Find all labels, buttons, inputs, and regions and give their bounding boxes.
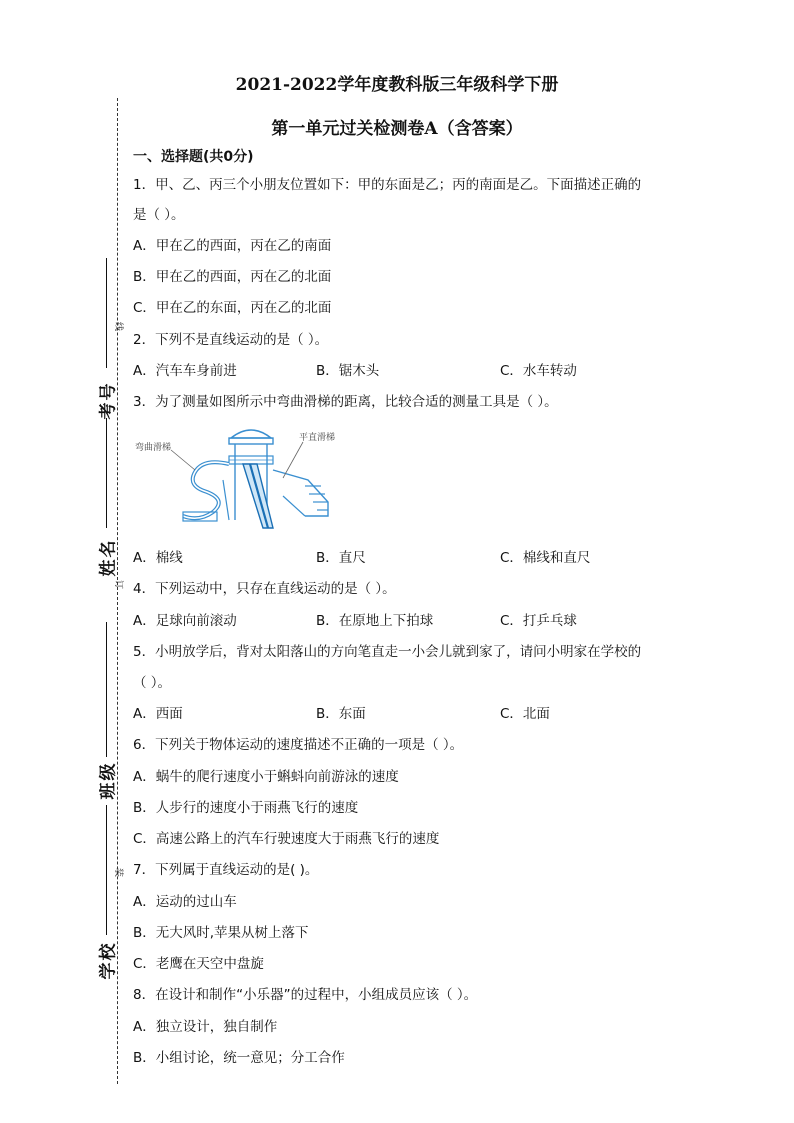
q2-option-c: C．水车转动 <box>500 363 577 379</box>
q5-options <box>133 702 653 722</box>
q5-option-b: B．东面 <box>316 706 366 722</box>
q6-option-a: A．蜗牛的爬行速度小于蝌蚪向前游泳的速度 <box>133 769 399 785</box>
binding-dashed-line <box>117 98 118 1084</box>
q3-option-b: B．直尺 <box>316 550 366 566</box>
q1-option-a: A．甲在乙的西面，丙在乙的南面 <box>133 238 332 254</box>
q7-stem: 7．下列属于直线运动的是( )。 <box>133 862 319 878</box>
class-line <box>106 622 107 757</box>
q3-option-c: C．棉线和直尺 <box>500 550 591 566</box>
q4-options <box>133 609 653 629</box>
school-line <box>106 805 107 935</box>
q5-option-c: C．北面 <box>500 706 550 722</box>
q1-option-b: B．甲在乙的西面，丙在乙的北面 <box>133 269 332 285</box>
q7-option-c: C．老鹰在天空中盘旋 <box>133 956 264 972</box>
q2-option-b: B．锯木头 <box>316 363 380 379</box>
straight-slide-label: 平直滑梯 <box>299 433 336 443</box>
q8-option-a: A．独立设计，独自制作 <box>133 1019 278 1035</box>
q2-stem: 2．下列不是直线运动的是（ ）。 <box>133 332 329 348</box>
slide-illustration <box>133 420 353 535</box>
seal-char-top: 线 <box>113 321 124 332</box>
q6-stem: 6．下列关于物体运动的速度描述不正确的一项是（ ）。 <box>133 737 464 753</box>
q4-option-b: B．在原地上下拍球 <box>316 613 434 629</box>
q5-stem-line1: 5．小明放学后，背对太阳落山的方向笔直走一小会儿就到家了，请问小明家在学校的 <box>133 644 642 660</box>
class-label: 班级 <box>98 761 119 800</box>
name-line <box>106 418 107 528</box>
page-title-line2: 第一单元过关检测卷A（含答案） <box>271 119 523 139</box>
name-label: 姓名 <box>98 538 119 577</box>
seal-char-bottom: 装 <box>113 867 124 878</box>
q3-options <box>133 546 653 566</box>
q6-option-b: B．人步行的速度小于雨燕飞行的速度 <box>133 800 359 816</box>
q3-option-a: A．棉线 <box>133 550 183 566</box>
page-title-line1: 2021-2022学年度教科版三年级科学下册 <box>235 75 559 95</box>
school-label: 学校 <box>98 941 119 980</box>
exam-number-label: 考号 <box>98 381 119 420</box>
q7-option-b: B．无大风时,苹果从树上落下 <box>133 925 309 941</box>
q1-option-c: C．甲在乙的东面，丙在乙的北面 <box>133 300 332 316</box>
q8-option-b: B．小组讨论，统一意见；分工合作 <box>133 1050 345 1066</box>
q5-option-a: A．西面 <box>133 706 183 722</box>
seal-char-middle: 订 <box>113 579 124 590</box>
exam-number-line <box>106 258 107 368</box>
section-heading: 一、选择题(共0分) <box>133 149 254 165</box>
q7-option-a: A．运动的过山车 <box>133 894 237 910</box>
q4-option-c: C．打乒乓球 <box>500 613 577 629</box>
q1-stem-line2: 是（ ）。 <box>133 207 185 223</box>
q6-option-c: C．高速公路上的汽车行驶速度大于雨燕飞行的速度 <box>133 831 440 847</box>
q8-stem: 8．在设计和制作“小乐器”的过程中，小组成员应该（ ）。 <box>133 987 478 1003</box>
q3-stem: 3．为了测量如图所示中弯曲滑梯的距离，比较合适的测量工具是（ ）。 <box>133 394 558 410</box>
q1-stem-line1: 1．甲、乙、丙三个小朋友位置如下：甲的东面是乙；丙的南面是乙。下面描述正确的 <box>133 177 642 193</box>
q2-options <box>133 359 653 379</box>
q2-option-a: A．汽车车身前进 <box>133 363 237 379</box>
q4-stem: 4．下列运动中，只存在直线运动的是（ ）。 <box>133 581 396 597</box>
curved-slide-label: 弯曲滑梯 <box>135 443 172 453</box>
q4-option-a: A．足球向前滚动 <box>133 613 237 629</box>
q5-stem-line2: （ ）。 <box>133 675 172 691</box>
